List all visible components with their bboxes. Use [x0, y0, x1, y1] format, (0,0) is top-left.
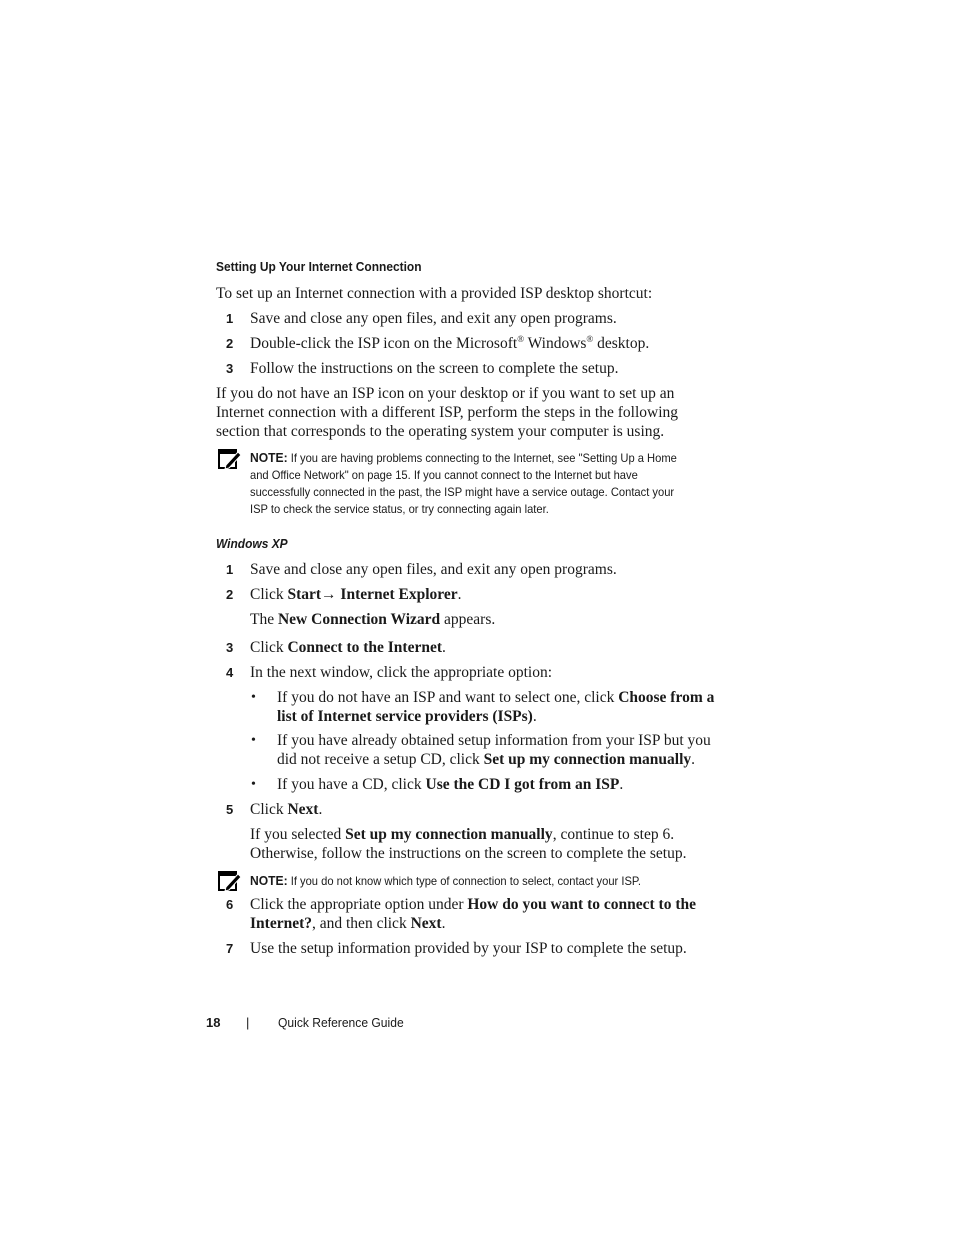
step-text: Click Connect to the Internet.: [250, 639, 446, 656]
step-number: 6: [226, 897, 234, 912]
bullet-text: If you have a CD, click Use the CD I got from an ISP.: [277, 776, 624, 793]
step-number: 1: [226, 562, 234, 577]
bullet-mark: •: [251, 777, 256, 792]
step-text: Click the appropriate option under How do you want to connect to the Internet?, and then click Next.: [250, 896, 696, 932]
pencil-note-icon: [218, 449, 242, 471]
note-box: NOTE: If you do not know which type of connection to select, contact your ISP.: [250, 873, 642, 888]
step-text: In the next window, click the appropriate option:: [250, 664, 553, 681]
step-number: 4: [226, 665, 234, 680]
step-text: Click Start→ Internet Explorer.: [250, 586, 462, 603]
intro-text: To set up an Internet connection with a provided ISP desktop shortcut:: [216, 285, 653, 302]
step-number: 3: [226, 640, 234, 655]
footer-separator: |: [246, 1015, 250, 1030]
step-text: Use the setup information provided by your ISP to complete the setup.: [250, 940, 687, 957]
step-number: 2: [226, 587, 234, 602]
page-number: 18: [206, 1015, 221, 1030]
step-number: 7: [226, 941, 234, 956]
pencil-note-icon: [218, 871, 242, 893]
bullet-text: If you have already obtained setup information from your ISP but you did not receive a setup CD, click Set up my connection manually.: [277, 732, 711, 768]
paragraph: If you do not have an ISP icon on your desktop or if you want to set up an Internet connection with a different ISP, perform the steps in the following section that corresponds to the operating system your computer is using.: [216, 385, 679, 440]
bullet-mark: •: [251, 690, 256, 705]
step-number: 2: [226, 336, 234, 351]
step-text: Click Next.: [250, 801, 323, 818]
bullet-mark: •: [251, 733, 256, 748]
step-subtext: The New Connection Wizard appears.: [250, 611, 496, 628]
step-number: 1: [226, 311, 234, 326]
note-box: NOTE: If you are having problems connecting to the Internet, see "Setting Up a Home and Office Network" on page 15. If you cannot connect to the Internet but have successfully connected in the past, the ISP might have a service outage. Contact your ISP to check the service status, or try connecting again later.: [250, 450, 677, 516]
step-text: Save and close any open files, and exit any open programs.: [250, 561, 617, 578]
step-number: 5: [226, 802, 234, 817]
subsection-title: Windows XP: [216, 536, 288, 551]
footer-title: Quick Reference Guide: [278, 1015, 404, 1030]
step-text: Follow the instructions on the screen to complete the setup.: [250, 360, 619, 377]
step-number: 3: [226, 361, 234, 376]
section-title: Setting Up Your Internet Connection: [216, 259, 422, 274]
step-subtext: If you selected Set up my connection manually, continue to step 6. Otherwise, follow the instructions on the screen to complete the setup.: [250, 826, 687, 862]
step-text: Double-click the ISP icon on the Microsoft® Windows® desktop.: [250, 333, 650, 352]
bullet-text: If you do not have an ISP and want to select one, click Choose from a list of Internet service providers (ISPs).: [277, 689, 715, 725]
step-text: Save and close any open files, and exit any open programs.: [250, 310, 617, 327]
